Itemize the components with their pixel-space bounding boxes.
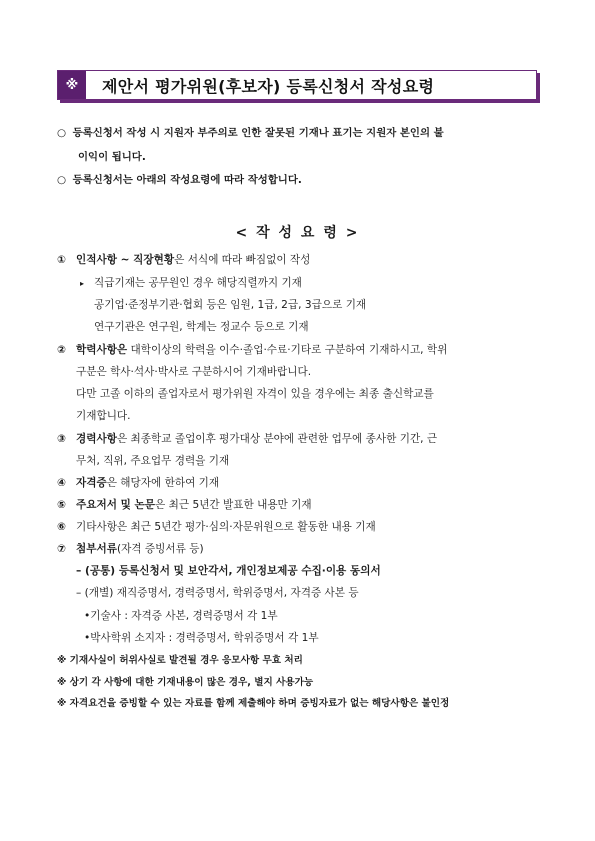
notice-2 — [57, 173, 302, 187]
item-number: ⑦ — [57, 543, 66, 555]
item-2-line-3: 다만 고졸 이하의 졸업자로서 평가위원 자격이 있을 경우에는 최종 출신학교를 — [76, 388, 434, 400]
item-7 — [57, 542, 204, 556]
item-1-sub-3: 연구기관은 연구원, 학계는 정교수 등으로 기재 — [94, 321, 309, 333]
item-number: ③ — [57, 433, 66, 445]
circle-bullet-icon: ○ — [57, 174, 67, 186]
item-heading: 경력사항 — [76, 433, 117, 445]
notice-1-line1: 등록신청서 작성 시 지원자 부주의로 인한 잘못된 기재나 표기는 지원자 본인의 불 — [72, 127, 444, 139]
item-1-sub-1 — [80, 276, 302, 291]
circle-bullet-icon: ○ — [57, 127, 67, 139]
item-2 — [57, 343, 447, 357]
item-7-engineer-docs: •기술사 : 자격증 사본, 경력증명서 각 1부 — [84, 610, 278, 622]
item-6 — [57, 520, 376, 534]
notice-2-line1: 등록신청서는 아래의 작성요령에 따라 작성합니다. — [72, 174, 302, 186]
item-heading: 주요저서 및 논문 — [76, 499, 156, 511]
item-7-individual-docs: – (개별) 재직증명서, 경력증명서, 학위증명서, 자격증 사본 등 — [76, 587, 359, 599]
item-heading: 학력사항은 — [76, 344, 128, 356]
item-text: 은 최종학교 졸업이후 평가대상 분야에 관련한 업무에 종사한 기간, 근 — [116, 433, 438, 445]
item-7-doctorate-docs: •박사학위 소지자 : 경력증명서, 학위증명서 각 1부 — [84, 632, 319, 644]
item-text: (자격 증빙서류 등) — [116, 543, 204, 555]
reference-mark-icon: ※ — [58, 71, 86, 99]
item-text: 기타사항은 최근 5년간 평가·심의·자문위원으로 활동한 내용 기재 — [76, 521, 376, 533]
triangle-bullet-icon: ▸ — [80, 279, 85, 288]
notice-1 — [57, 126, 444, 140]
item-1-sub-2: 공기업·준정부기관·협회 등은 임원, 1급, 2급, 3급으로 기재 — [94, 299, 367, 311]
section-title: < 작 성 요 령 > — [235, 225, 360, 241]
item-3 — [57, 432, 437, 446]
item-text: 은 해당자에 한하여 기재 — [106, 477, 220, 489]
item-1 — [57, 253, 310, 267]
item-2-line-4: 기재합니다. — [76, 410, 131, 422]
item-7-common-docs: – (공통) 등록신청서 및 보안각서, 개인정보제공 수집·이용 동의서 — [76, 565, 381, 577]
item-text: 은 최근 5년간 발표한 내용만 기재 — [155, 499, 312, 511]
item-3-line-2: 무처, 직위, 주요업무 경력을 기재 — [76, 455, 230, 467]
item-number: ② — [57, 344, 66, 356]
page-title: 제안서 평가위원(후보자) 등록신청서 작성요령 — [102, 76, 435, 96]
item-text: 직급기재는 공무원인 경우 해당직렬까지 기재 — [94, 277, 302, 289]
footnote-3: ※ 자격요건을 증빙할 수 있는 자료를 함께 제출해야 하며 증빙자료가 없는 해당사항은 불인정 — [57, 698, 450, 709]
footnote-1: ※ 기재사실이 허위사실로 발견될 경우 응모사항 무효 처리 — [57, 655, 303, 666]
item-number: ⑤ — [57, 499, 66, 511]
item-heading: 인적사항 ~ 직장현황 — [76, 254, 175, 266]
item-heading: 자격증 — [76, 477, 107, 489]
item-heading: 첨부서류 — [76, 543, 117, 555]
footnote-2: ※ 상기 각 사항에 대한 기재내용이 많은 경우, 별지 사용가능 — [57, 677, 314, 688]
item-text: 은 서식에 따라 빠짐없이 작성 — [174, 254, 311, 266]
title-banner — [57, 70, 537, 100]
item-number: ① — [57, 254, 66, 266]
item-4 — [57, 476, 219, 490]
item-2-line-2: 구분은 학사·석사·박사로 구분하시어 기재바랍니다. — [76, 366, 312, 378]
item-text: 대학이상의 학력을 이수·졸업·수료·기타로 구분하여 기재하시고, 학위 — [127, 344, 448, 356]
item-number: ④ — [57, 477, 66, 489]
notice-1-line2: 이익이 됩니다. — [78, 151, 146, 163]
item-5 — [57, 498, 312, 512]
item-number: ⑥ — [57, 521, 66, 533]
